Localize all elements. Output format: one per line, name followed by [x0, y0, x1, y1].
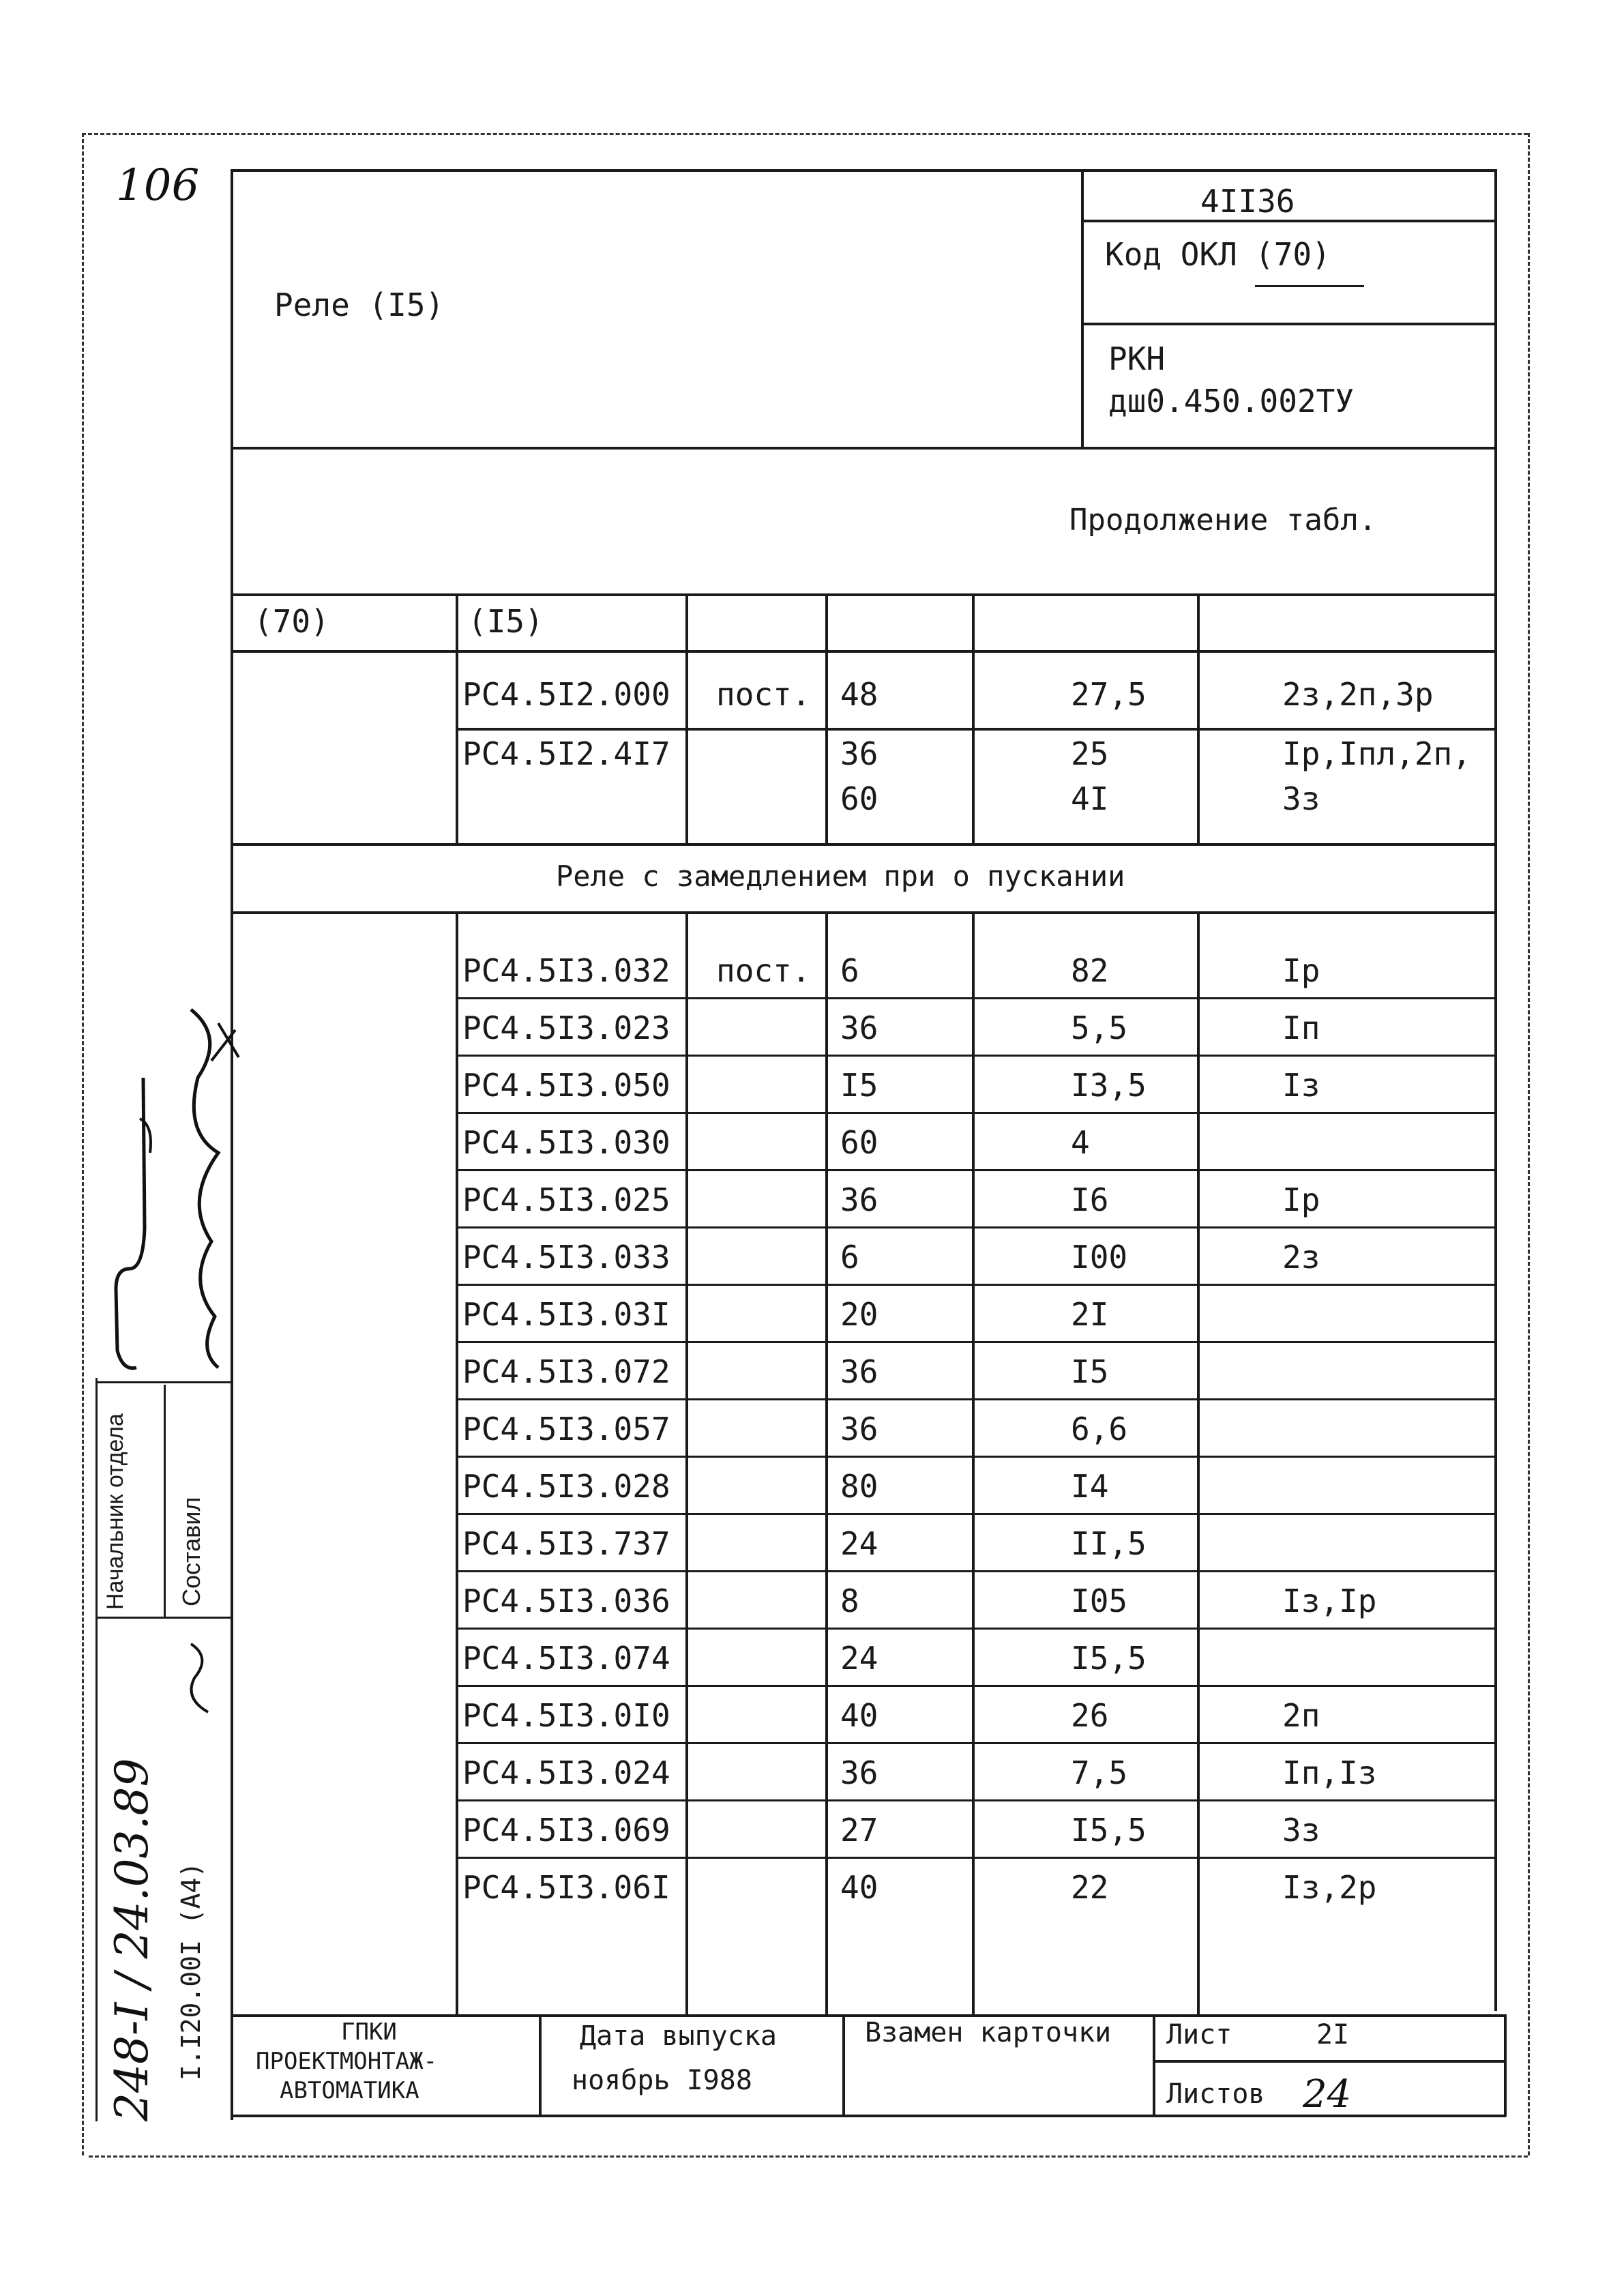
g2-contacts-13: 2п [1282, 1697, 1320, 1734]
g2-voltage-1: 36 [840, 1010, 878, 1046]
org-line-3: АВТОМАТИКА [280, 2077, 419, 2104]
sheets-label: Листов [1166, 2078, 1265, 2110]
footer-div-1 [539, 2014, 542, 2117]
g2-voltage-13: 40 [840, 1697, 878, 1734]
g2-contacts-4: Iр [1282, 1181, 1320, 1218]
g2-voltage-4: 36 [840, 1181, 878, 1218]
outer-frame-left [82, 133, 84, 2155]
margin-compiled-text: Составил [177, 1497, 205, 1606]
outer-frame-bottom [89, 2155, 1528, 2158]
outer-frame-right [1528, 133, 1530, 2155]
g2-voltage-11: 8 [840, 1583, 859, 1619]
g2-resistance-12: I5,5 [1071, 1640, 1147, 1677]
margin-hline-a [95, 1381, 232, 1383]
g2-code-14: РС4.5I3.024 [462, 1754, 670, 1791]
g2-resistance-14: 7,5 [1071, 1754, 1128, 1791]
g2-resistance-0: 82 [1071, 952, 1109, 989]
frame-right [1494, 169, 1497, 2011]
footer-sheet-sep [1153, 2060, 1506, 2063]
g2-row-sep-12 [456, 1628, 1496, 1630]
col-line-1-top [456, 593, 458, 844]
g2-resistance-6: 2I [1071, 1296, 1109, 1333]
g2-resistance-2: I3,5 [1071, 1067, 1147, 1104]
g1-voltage-2: 60 [840, 780, 878, 817]
g2-code-13: РС4.5I3.0I0 [462, 1697, 670, 1734]
g1-resistance-2: 4I [1071, 780, 1109, 817]
col-line-5-bot [1197, 911, 1200, 2016]
okl-underline [1255, 285, 1364, 287]
g2-voltage-10: 24 [840, 1525, 878, 1562]
g2-resistance-16: 22 [1071, 1869, 1109, 1906]
org-line-2: ПРОЕКТМОНТАЖ- [256, 2048, 438, 2075]
g2-code-3: РС4.5I3.030 [462, 1124, 670, 1161]
col-line-4-top [972, 593, 975, 844]
g1-contacts-2: 3з [1282, 780, 1320, 817]
date-label: Дата выпуска [580, 2020, 777, 2052]
g1-contacts-1: Iр,Iпл,2п, [1282, 735, 1471, 772]
footer-div-2 [842, 2014, 845, 2117]
g2-row-sep-6 [456, 1284, 1496, 1286]
g2-code-7: РС4.5I3.072 [462, 1353, 670, 1390]
sheet-value: 2I [1316, 2019, 1350, 2050]
col-line-5-top [1197, 593, 1200, 844]
g2-row-sep-9 [456, 1456, 1496, 1458]
replace-label: Взамен карточки [865, 2017, 1112, 2048]
product-title: Реле (I5) [274, 286, 445, 323]
g2-code-2: РС4.5I3.050 [462, 1067, 670, 1104]
g1-code-0: РС4.5I2.000 [462, 676, 670, 713]
g2-code-4: РС4.5I3.025 [462, 1181, 670, 1218]
margin-head-text: Начальник отдела [102, 1413, 128, 1610]
g2-code-6: РС4.5I3.03I [462, 1296, 670, 1333]
g2-row-sep-11 [456, 1570, 1496, 1572]
g2-current-0: пост. [716, 952, 811, 989]
signature-small [177, 1637, 225, 1719]
margin-head-label [102, 1413, 129, 1610]
g2-row-sep-14 [456, 1742, 1496, 1744]
margin-vline-a [95, 1378, 98, 2121]
g1-current-0: пост. [716, 676, 811, 713]
g1-voltage-0: 48 [840, 676, 878, 713]
header-divider-v [1081, 169, 1084, 449]
g1-code-1: РС4.5I2.4I7 [462, 735, 670, 772]
g2-voltage-8: 36 [840, 1411, 878, 1447]
g2-code-10: РС4.5I3.737 [462, 1525, 670, 1562]
doc-code: 4II36 [1200, 183, 1295, 220]
g2-contacts-5: 2з [1282, 1239, 1320, 1276]
g2-code-11: РС4.5I3.036 [462, 1583, 670, 1619]
col-line-3-bot [825, 911, 828, 2016]
g2-resistance-5: I00 [1071, 1239, 1128, 1276]
g2-resistance-15: I5,5 [1071, 1812, 1147, 1849]
g2-voltage-2: I5 [840, 1067, 878, 1104]
g2-resistance-4: I6 [1071, 1181, 1109, 1218]
section-title: Реле с замедлением при о пускании [556, 859, 1125, 893]
g2-code-5: РС4.5I3.033 [462, 1239, 670, 1276]
g2-resistance-8: 6,6 [1071, 1411, 1128, 1447]
g2-voltage-6: 20 [840, 1296, 878, 1333]
g2-voltage-9: 80 [840, 1468, 878, 1505]
col-line-2-bot [685, 911, 688, 2016]
header-col-70: (70) [254, 603, 329, 640]
col-line-2-top [685, 593, 688, 844]
okl-value: (70) [1255, 236, 1331, 273]
footer-right [1504, 2014, 1507, 2117]
header-bottom [231, 447, 1496, 450]
margin-hline-b [95, 1617, 232, 1619]
g2-contacts-11: Iз,Iр [1282, 1583, 1377, 1619]
margin-date-text: 248-I / 24.03.89 [106, 1758, 158, 2121]
margin-compiled-label [177, 1497, 206, 1606]
g2-voltage-0: 6 [840, 952, 859, 989]
g2-contacts-0: Iр [1282, 952, 1320, 989]
table-top [231, 593, 1496, 596]
g2-code-1: РС4.5I3.023 [462, 1010, 670, 1046]
g2-resistance-13: 26 [1071, 1697, 1109, 1734]
margin-stamp-code [176, 1862, 206, 2080]
margin-stamp-text: I.I20.00I (А4) [176, 1861, 206, 2080]
g2-row-sep-2 [456, 1055, 1496, 1057]
g2-voltage-14: 36 [840, 1754, 878, 1791]
g2-voltage-12: 24 [840, 1640, 878, 1677]
margin-handwritten-date [106, 1758, 158, 2121]
signature-compiled [171, 996, 246, 1378]
g2-code-8: РС4.5I3.057 [462, 1411, 670, 1447]
rkn-value: дш0.450.002ТУ [1108, 383, 1355, 420]
g2-row-sep-13 [456, 1685, 1496, 1687]
g2-resistance-1: 5,5 [1071, 1010, 1128, 1046]
header-line-okl [1081, 323, 1496, 325]
g2-code-0: РС4.5I3.032 [462, 952, 670, 989]
g1-resistance-1: 25 [1071, 735, 1109, 772]
col-line-1-bot [456, 911, 458, 2016]
g2-contacts-16: Iз,2р [1282, 1869, 1377, 1906]
continuation-note: Продолжение табл. [1069, 503, 1377, 538]
page-number: 106 [116, 160, 200, 211]
g2-code-16: РС4.5I3.06I [462, 1869, 670, 1906]
signature-head [102, 1064, 164, 1378]
footer-div-3 [1153, 2014, 1155, 2117]
rkn-label: РКН [1108, 340, 1166, 377]
g2-row-sep-4 [456, 1169, 1496, 1171]
section-top [231, 843, 1496, 846]
table-header-bottom [231, 650, 1496, 653]
g2-contacts-2: Iз [1282, 1067, 1320, 1104]
g2-voltage-15: 27 [840, 1812, 878, 1849]
g1-voltage-1: 36 [840, 735, 878, 772]
g2-resistance-10: II,5 [1071, 1525, 1147, 1562]
col-line-4-bot [972, 911, 975, 2016]
sheets-value: 24 [1303, 2072, 1352, 2117]
g2-row-sep-15 [456, 1799, 1496, 1801]
g2-code-12: РС4.5I3.074 [462, 1640, 670, 1677]
okl-label: Код ОКЛ [1105, 236, 1237, 273]
frame-top [231, 169, 1496, 172]
g2-resistance-7: I5 [1071, 1353, 1109, 1390]
col-line-3-top [825, 593, 828, 844]
g2-row-sep-7 [456, 1341, 1496, 1343]
g2-row-sep-10 [456, 1513, 1496, 1515]
margin-vline-b [164, 1385, 166, 1617]
g2-resistance-11: I05 [1071, 1583, 1128, 1619]
header-line-code [1081, 220, 1496, 222]
g2-voltage-3: 60 [840, 1124, 878, 1161]
g1-resistance-0: 27,5 [1071, 676, 1147, 713]
date-value: ноябрь I988 [572, 2065, 752, 2096]
g2-row-sep-5 [456, 1226, 1496, 1228]
g2-contacts-15: 3з [1282, 1812, 1320, 1849]
g2-voltage-5: 6 [840, 1239, 859, 1276]
g1-contacts-0: 2з,2п,3р [1282, 676, 1434, 713]
g2-row-sep-16 [456, 1857, 1496, 1859]
g2-resistance-9: I4 [1071, 1468, 1109, 1505]
g1-row-sep [456, 728, 1496, 731]
outer-frame-top [82, 133, 1528, 135]
g2-row-sep-1 [456, 997, 1496, 999]
g2-contacts-1: Iп [1282, 1010, 1320, 1046]
g2-row-sep-8 [456, 1398, 1496, 1400]
section-bottom [231, 911, 1496, 914]
g2-resistance-3: 4 [1071, 1124, 1090, 1161]
g2-voltage-16: 40 [840, 1869, 878, 1906]
g2-voltage-7: 36 [840, 1353, 878, 1390]
g2-code-9: РС4.5I3.028 [462, 1468, 670, 1505]
sheet-label: Лист [1166, 2019, 1232, 2050]
g2-row-sep-3 [456, 1112, 1496, 1114]
g2-contacts-14: Iп,Iз [1282, 1754, 1377, 1791]
org-line-1: ГПКИ [341, 2018, 397, 2046]
header-col-15: (I5) [468, 603, 544, 640]
g2-code-15: РС4.5I3.069 [462, 1812, 670, 1849]
